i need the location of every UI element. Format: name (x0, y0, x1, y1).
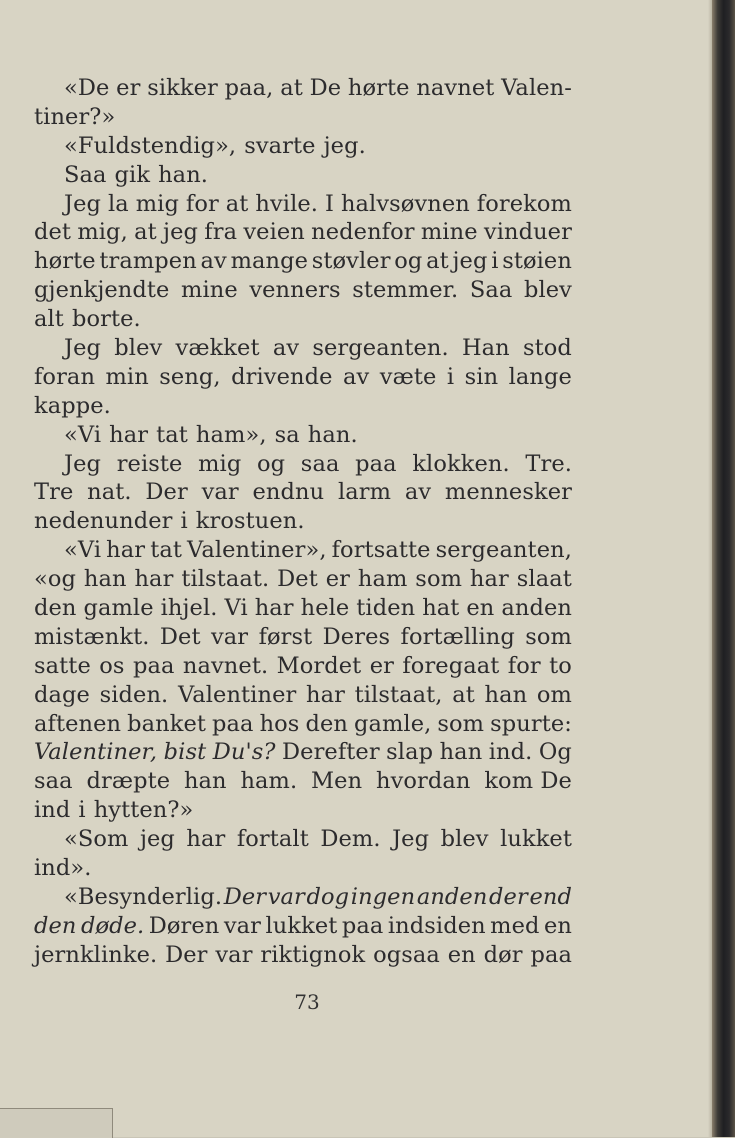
text-line (34, 565, 572, 594)
word: Jeg (64, 450, 102, 477)
word: var (223, 912, 262, 939)
word: «Besynderlig. (64, 883, 223, 910)
word: bist (163, 739, 207, 766)
word: saa (34, 768, 73, 795)
word: mine (420, 219, 478, 246)
text-line (34, 190, 572, 219)
word: en (466, 595, 495, 622)
word: trampen (99, 248, 197, 275)
word: kappe. (34, 392, 111, 419)
word: dage (34, 681, 90, 708)
word: Det (277, 566, 318, 593)
word: mig (135, 190, 179, 217)
word: i (180, 508, 188, 535)
word: som (437, 710, 485, 737)
word: Jeg (64, 335, 102, 362)
word: i (78, 797, 86, 824)
word: Der (223, 883, 267, 910)
text-line (34, 132, 572, 161)
word: reiste (116, 450, 183, 477)
word: slaat (516, 566, 572, 593)
word: Han (461, 335, 510, 362)
text-line (34, 247, 572, 276)
word: for (507, 652, 541, 679)
word: Dem. (320, 826, 381, 853)
text-line (34, 276, 572, 305)
word: Valen- (501, 75, 572, 101)
word: at (426, 248, 449, 275)
word: foregaat (402, 652, 500, 679)
word: ham. (240, 768, 298, 795)
word: alt (34, 306, 64, 333)
word: lange (508, 363, 572, 390)
word: end (529, 883, 572, 910)
word: Det (159, 623, 201, 650)
word: paa (341, 912, 384, 939)
word: ind». (34, 855, 92, 882)
word: jernklinke. (34, 941, 158, 968)
word: klokken. (412, 450, 510, 477)
word: Saa (64, 161, 107, 188)
word: nedenunder (34, 508, 173, 535)
word: han (183, 768, 227, 795)
word: Valentiner, (34, 739, 158, 766)
text-line (34, 883, 572, 912)
word: nat. (87, 479, 132, 506)
word: han (484, 681, 528, 708)
word: paa, (224, 75, 274, 101)
word: som (415, 566, 463, 593)
word: «Vi (64, 537, 102, 564)
text-line (34, 103, 572, 132)
word: vinduer (483, 219, 572, 246)
word: hvile. (255, 190, 319, 217)
word: veien (243, 219, 305, 246)
word: svarte (244, 132, 316, 159)
word: av (200, 248, 227, 275)
word: ogsaa (373, 941, 440, 968)
word: blev (114, 335, 163, 362)
word: halvsøvnen (340, 190, 470, 217)
word: sa (274, 421, 300, 448)
word: sikker (147, 75, 218, 101)
word: at (280, 75, 303, 101)
word: av (272, 335, 300, 362)
word: «og (34, 566, 77, 593)
page-number: 73 (294, 990, 320, 1014)
word: han (439, 739, 483, 766)
word: og (394, 248, 423, 275)
text-line (34, 912, 572, 941)
word: med (490, 912, 540, 939)
text-line (34, 536, 572, 565)
word: at (134, 219, 157, 246)
text-line (34, 767, 572, 796)
word: to (549, 652, 572, 679)
word: jeg. (323, 132, 366, 159)
text-line (34, 74, 572, 103)
word: mennesker (444, 479, 572, 506)
word: dog (306, 883, 350, 910)
word: stod (522, 335, 572, 362)
word: indsiden (387, 912, 486, 939)
word: Der (165, 941, 208, 968)
word: han. (307, 421, 358, 448)
body-text (34, 74, 572, 970)
word: hos (259, 710, 300, 737)
word: paa (355, 450, 397, 477)
word: paa (132, 652, 175, 679)
word: foran (34, 363, 96, 390)
word: blev (440, 826, 489, 853)
word: er (369, 652, 394, 679)
word: av (343, 363, 370, 390)
word: jeg (139, 826, 175, 853)
word: krostuen. (195, 508, 305, 535)
word: fortalt (236, 826, 309, 853)
text-line (34, 681, 572, 710)
word: min (105, 363, 149, 390)
word: tat (150, 537, 182, 564)
text-line (34, 218, 572, 247)
word: anden (501, 595, 572, 622)
word: De (309, 75, 342, 101)
word: «Som (64, 826, 129, 853)
word: sin (464, 363, 499, 390)
word: I (325, 190, 334, 217)
word: som (525, 623, 572, 650)
text-line (34, 594, 572, 623)
word: paa (530, 941, 572, 968)
word: i (491, 248, 499, 275)
word: Tre. (525, 450, 572, 477)
word: navnet (416, 75, 495, 101)
word: blev (523, 277, 572, 304)
word: fortsatte (331, 537, 431, 564)
word: var (215, 941, 253, 968)
word: Jeg (392, 826, 430, 853)
word: har (305, 681, 345, 708)
word: har (109, 421, 149, 448)
text-line (34, 161, 572, 190)
word: hat (422, 595, 460, 622)
word: den (305, 710, 348, 737)
word: tilstaat, (354, 681, 443, 708)
text-line (34, 941, 572, 970)
word: ihjel. (160, 595, 218, 622)
word: «Fuldstendig», (64, 132, 237, 159)
word: borte. (71, 306, 141, 333)
word: har (254, 595, 294, 622)
word: av (404, 479, 432, 506)
text-line (34, 796, 572, 825)
word: banket (127, 710, 207, 737)
word: anden (416, 883, 488, 910)
word: gamle (83, 595, 154, 622)
text-line (34, 652, 572, 681)
word: der (489, 883, 528, 910)
word: Derefter (282, 739, 380, 766)
word: først (258, 623, 313, 650)
word: Vi (224, 595, 248, 622)
word: støvler (311, 248, 391, 275)
word: en (447, 941, 476, 968)
word: ingen (350, 883, 416, 910)
word: tiner?» (34, 103, 116, 130)
word: vækket (175, 335, 260, 362)
word: han (83, 566, 127, 593)
word: og (257, 450, 286, 477)
word: paa (212, 710, 254, 737)
word: gik (114, 161, 151, 188)
word: riktignok (260, 941, 366, 968)
word: aftenen (34, 710, 122, 737)
word: Saa (469, 277, 513, 304)
word: lukket (265, 912, 338, 939)
word: stemmer. (352, 277, 459, 304)
word: i (446, 363, 455, 390)
word: jeg (163, 219, 199, 246)
word: forekom (476, 190, 572, 217)
text-line (34, 478, 572, 507)
word: dør (483, 941, 523, 968)
word: kom De (484, 768, 572, 795)
word: hvordan (376, 768, 471, 795)
page-corner (0, 1108, 113, 1138)
word: saa (300, 450, 340, 477)
word: Deres (322, 623, 391, 650)
word: ind. (488, 739, 533, 766)
word: hele (300, 595, 350, 622)
word: ham», (195, 421, 267, 448)
word: gjenkjendte (34, 277, 170, 304)
word: satte (34, 652, 91, 679)
word: var (201, 479, 239, 506)
word: har (469, 566, 509, 593)
word: sergeanten, (435, 537, 572, 564)
word: er (325, 566, 350, 593)
word: hørte (34, 248, 96, 275)
word: lukket (500, 826, 572, 853)
word: har (186, 826, 226, 853)
word: var (210, 623, 249, 650)
word: at (225, 190, 249, 217)
word: la (107, 190, 129, 217)
word: venners (249, 277, 341, 304)
word: støien (502, 248, 572, 275)
text-line (34, 334, 572, 363)
text-line (34, 507, 572, 536)
word: tiden (356, 595, 416, 622)
word: fra (204, 219, 238, 246)
word: drivende (231, 363, 333, 390)
word: den (34, 595, 77, 622)
word: tilstaat. (181, 566, 270, 593)
word: sergeanten. (312, 335, 449, 362)
word: Valentiner», (187, 537, 327, 564)
word: dræpte (86, 768, 171, 795)
word: hytten?» (93, 797, 194, 824)
word: hørte (347, 75, 410, 101)
word: den (34, 912, 77, 939)
word: har (106, 537, 146, 564)
word: mig (198, 450, 242, 477)
word: at (452, 681, 475, 708)
word: væte (379, 363, 437, 390)
word: var (267, 883, 305, 910)
text-line (34, 450, 572, 479)
text-line (34, 305, 572, 334)
text-line (34, 825, 572, 854)
word: Du's? (212, 739, 276, 766)
text-line (34, 738, 572, 767)
word: gamle, (353, 710, 432, 737)
word: Valentiner (177, 681, 297, 708)
word: Og (538, 739, 572, 766)
word: siden. (99, 681, 169, 708)
word: Tre (34, 479, 74, 506)
word: «Vi (64, 421, 102, 448)
word: Der (145, 479, 188, 506)
word: en (543, 912, 572, 939)
word: Døren (148, 912, 220, 939)
book-spine (712, 0, 735, 1137)
word: nedenfor (311, 219, 415, 246)
text-line (34, 363, 572, 392)
word: jeg (452, 248, 488, 275)
text-line (34, 421, 572, 450)
text-line (34, 623, 572, 652)
word: han. (158, 161, 209, 188)
word: er (116, 75, 141, 101)
word: «De (64, 75, 110, 101)
word: slap (386, 739, 434, 766)
word: Jeg (64, 190, 102, 217)
word: spurte: (490, 710, 572, 737)
word: mange (230, 248, 309, 275)
word: endnu (252, 479, 325, 506)
word: tat (156, 421, 188, 448)
word: Men (311, 768, 363, 795)
word: ham (357, 566, 408, 593)
word: fortælling (400, 623, 515, 650)
word: har (134, 566, 174, 593)
word: navnet. (182, 652, 269, 679)
word: mine (181, 277, 238, 304)
text-line (34, 854, 572, 883)
word: Mordet (276, 652, 362, 679)
word: for (185, 190, 219, 217)
word: larm (337, 479, 392, 506)
word: om (536, 681, 572, 708)
word: mig, (77, 219, 128, 246)
text-line (34, 392, 572, 421)
word: os (99, 652, 125, 679)
word: mistænkt. (34, 623, 150, 650)
word: det (34, 219, 72, 246)
word: ind (34, 797, 71, 824)
word: seng, (159, 363, 221, 390)
text-line (34, 710, 572, 739)
word: døde. (80, 912, 145, 939)
